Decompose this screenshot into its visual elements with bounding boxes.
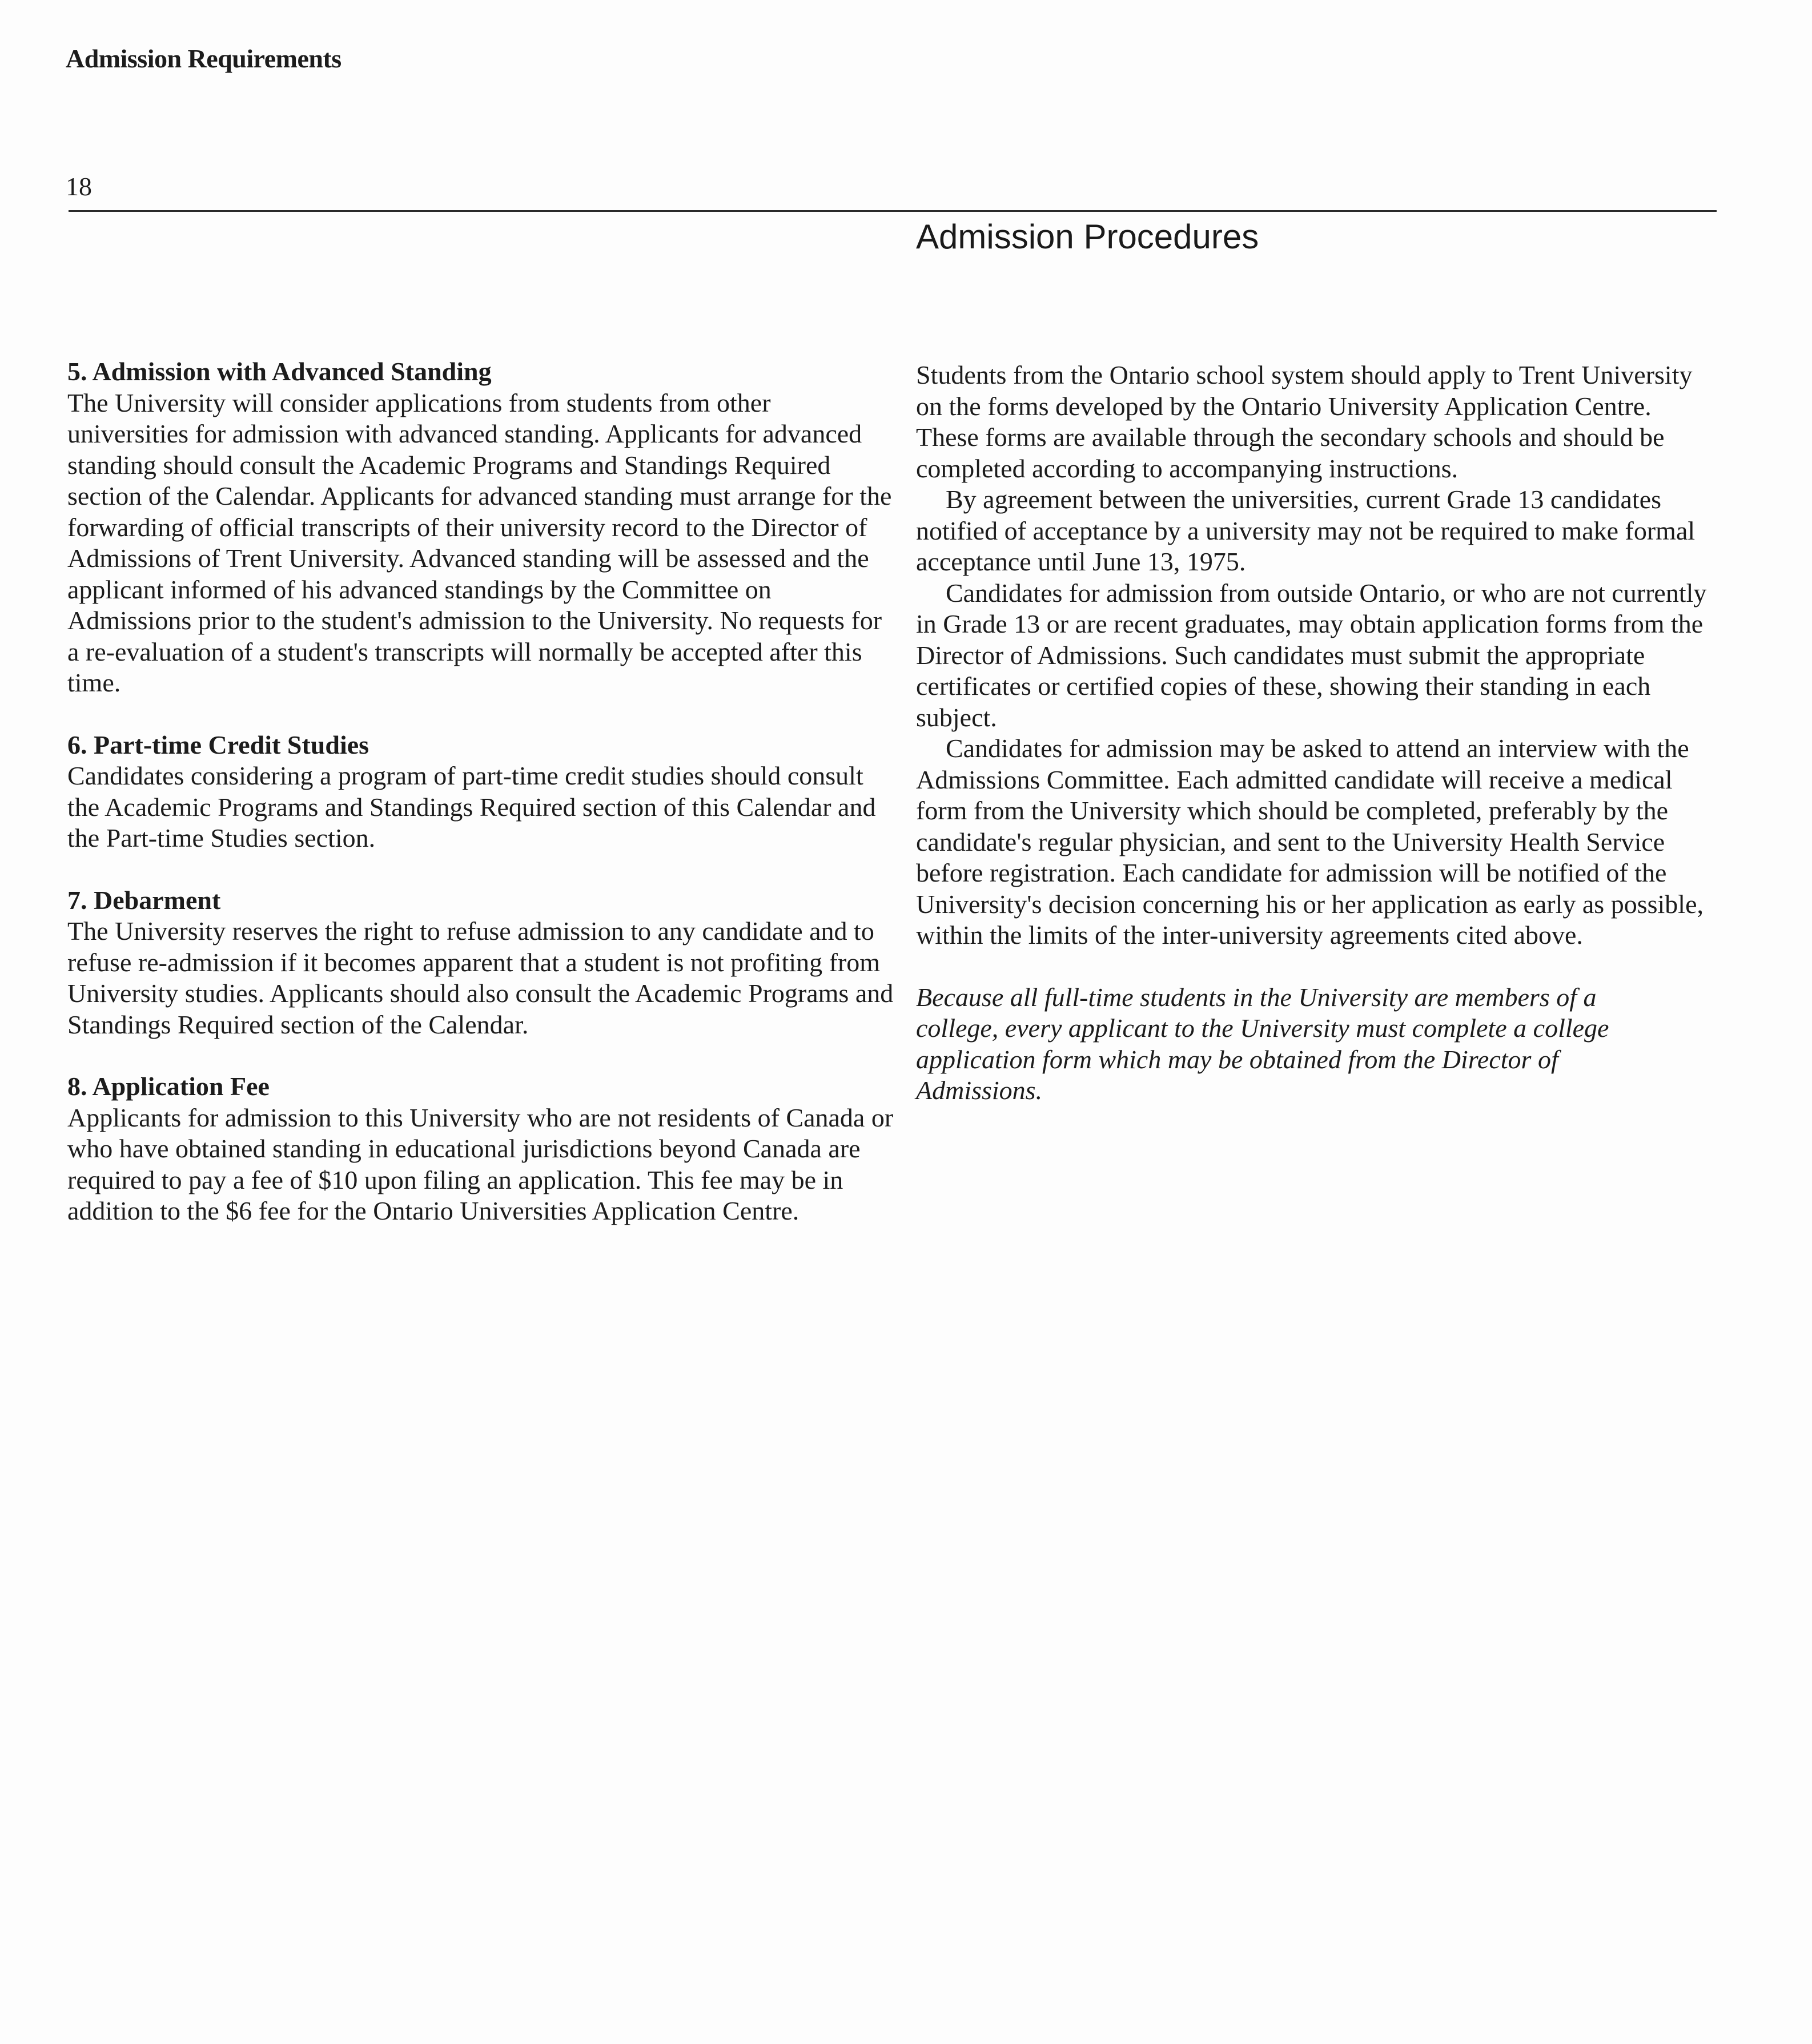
procedure-paragraph: Candidates for admission may be asked to attend an interview with the Admissions Committee. Each admitted candidate will receive a medical form from the University which should be completed, preferably by the candidate's regular physician, and sent to the University Health Service before registration. Each candidate for admission will be notified of the University's decision concerning his or her application as early as possible, within the limits of the inter-university agreements cited above.	[916, 734, 1703, 949]
section-heading: 8. Application Fee	[67, 1072, 270, 1101]
procedure-paragraph: By agreement between the universities, current Grade 13 candidates notified of acceptance by a university may not be required to make formal acceptance until June 13, 1975.	[916, 485, 1696, 576]
section-body: Candidates considering a program of part-time credit studies should consult the Academic Programs and Standings Required section of this Calendar and the Part-time Studies section.	[67, 761, 876, 852]
right-column	[916, 360, 1715, 1133]
page-number: 18	[66, 172, 92, 201]
left-column	[67, 356, 895, 1258]
section-body: The University will consider applications from students from other universities for admission with advanced standing. Applicants for advanced standing should consult the Academic Programs and Standings Required section of the Calendar. Applicants for advanced standing must arrange for the forwarding of official transcripts of their university record to the Director of Admissions of Trent University. Advanced standing will be assessed and the applicant informed of his advanced standings by the Committee on Admissions prior to the student's admission to the University. No requests for a re-evaluation of a student's transcripts will normally be accepted after this time.	[67, 388, 892, 697]
section-part-time-studies	[67, 730, 895, 854]
section-application-fee	[67, 1071, 895, 1227]
running-head: Admission Requirements	[66, 44, 341, 73]
header-rule	[69, 210, 1717, 212]
procedure-paragraph: Students from the Ontario school system should apply to Trent University on the forms developed by the Ontario University Application Centre. These forms are available through the secondary schools and should be completed according to accompanying instructions.	[916, 360, 1693, 483]
section-body: The University reserves the right to refuse admission to any candidate and to refuse re-admission if it becomes apparent that a student is not profiting from University studies. Applicants should also consult the Academic Programs and Standings Required section of the Calendar.	[67, 916, 894, 1039]
section-title: Admission Procedures	[916, 218, 1259, 256]
section-advanced-standing	[67, 356, 895, 699]
section-debarment	[67, 885, 895, 1041]
procedure-paragraph: Candidates for admission from outside Ontario, or who are not currently in Grade 13 or are recent graduates, may obtain application forms from the Director of Admissions. Such candidates must submit the appropriate certificates or certified copies of these, showing their standing in each subject.	[916, 578, 1707, 732]
college-note: Because all full-time students in the University are members of a college, every applicant to the University must complete a college application form which may be obtained from the Director of Admissions.	[916, 982, 1609, 1105]
section-heading: 7. Debarment	[67, 885, 221, 915]
section-heading: 5. Admission with Advanced Standing	[67, 357, 492, 386]
section-body: Applicants for admission to this University who are not residents of Canada or who have obtained standing in educational jurisdictions beyond Canada are required to pay a fee of $10 upon filing an application. This fee may be in addition to the $6 fee for the Ontario Universities Application Centre.	[67, 1103, 894, 1225]
section-heading: 6. Part-time Credit Studies	[67, 730, 369, 759]
